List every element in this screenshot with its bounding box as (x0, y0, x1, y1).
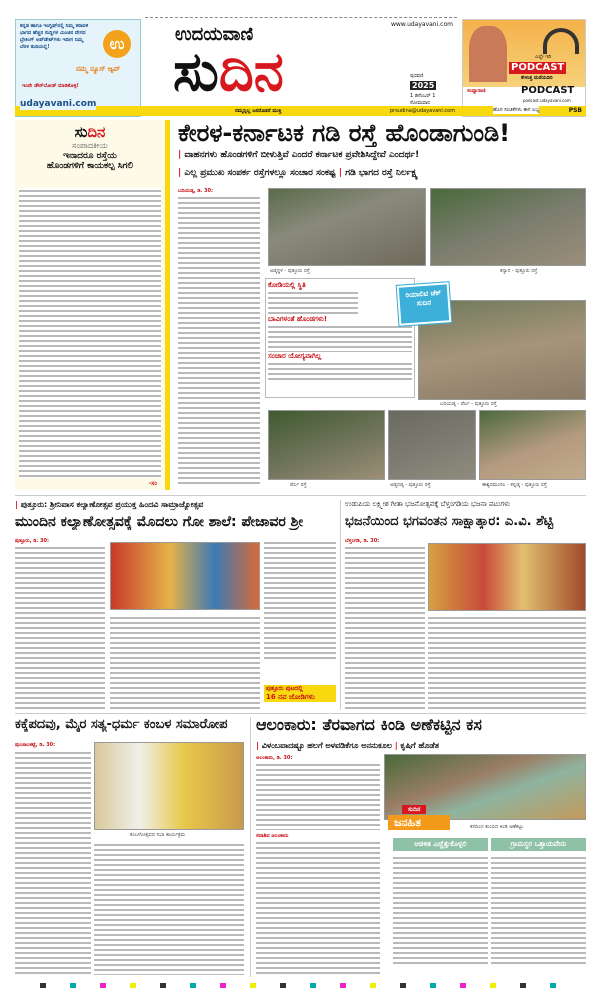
host-name: ಸಂಧ್ಯಾರಾಣಿ (467, 88, 486, 94)
masthead-url: www.udayavani.com (390, 21, 453, 28)
story3-body-1 (345, 545, 425, 710)
box1-heading: ಕೋಡಿಯಲ್ಲಿ ಸ್ಥಿತಿ (268, 281, 306, 289)
ad-line1: ಎಲ್ಲೇ ಇರಿ (535, 54, 552, 60)
editorial-headline-2: ಹೊಂಡಗಳಿಗೆ ಕಾಯಕಲ್ಪ ಸಿಗಲಿ (46, 161, 134, 171)
tagline: ನಮ್ಮನ್ನಿಲ್ಲ ಜನರೊಡನೆ ಮುಕ್ತಿ (235, 108, 282, 114)
badge-main: ಜನಹಿತ (388, 815, 450, 830)
road-photo-4 (268, 410, 385, 480)
story2-body-2 (110, 615, 260, 710)
road-photo-5 (388, 410, 476, 480)
caption-5: ಅಡ್ಯನಡ್ಕ - ಪುತ್ತೂರು ರಸ್ತೆ (390, 482, 431, 488)
info-box-1-body (393, 855, 488, 965)
caption-2: ಕನ್ಯಾನ - ಪುತ್ತೂರು ರಸ್ತೆ (500, 268, 538, 274)
badge-top: ಸುದಿನ (402, 805, 426, 814)
story2-kicker: | ಪುತ್ತೂರು: ಶ್ರೀನಿವಾಸ ಕಲ್ಯಾಣೋತ್ಸವ ಪ್ರಯುಕ್ತ ಹಿಂದವಿ ಸಾಮ್ರಾಜ್ಯೋತ್ಸವ (15, 500, 204, 509)
road-photo-6 (479, 410, 586, 480)
story2-headline: ಮುಂದಿನ ಕಲ್ಯಾಣೋತ್ಸವಕ್ಕೆ ಮೊದಲು ಗೋ ಶಾಲೆ: ಪೇಜಾವರ ಶ್ರೀ (15, 514, 304, 530)
promo-line2: 16 ನವ ಜೋಡಿಗಳು (264, 693, 336, 702)
udayavani-logo-icon: ಉ (103, 30, 131, 58)
box1-body (268, 290, 358, 315)
box2-heading: ಬಾವಿಗಳಂತೆ ಹೊಂಡಗಳು! (268, 315, 328, 323)
info-box-2 (491, 838, 586, 973)
story3-headline: ಭಜನೆಯಿಂದ ಭಗವಂತನ ಸಾಕ್ಷಾತ್ಕಾರ: ಎ.ವಿ. ಶೆಟ್ಟಿ (345, 514, 554, 529)
editorial-headline-1: ಇನಾದರೂ ರಸ್ತೆಯ (63, 151, 117, 161)
info-box-1-title: ಆಡಳಿತ ಎಚ್ಚೆತ್ತುಕೊಳ್ಳಲಿ (393, 838, 488, 851)
ad-footer: ಹೊಸ ಸಂಚಿಕೆಗಳು ಈಗ ಲಭ್ಯ (493, 107, 540, 113)
brand-black: ಸು (74, 123, 88, 141)
divider-2 (15, 713, 586, 714)
lead-dateline: ಬದಿಯಡ್ಕ, ಡಿ. 30: (178, 188, 214, 194)
story4-dateline: ಪುಂಜಾಲಕಟ್ಟೆ, ಡಿ. 30: (15, 742, 56, 748)
app-ad-left[interactable] (15, 19, 141, 117)
story2-promo[interactable] (264, 665, 336, 710)
title-black: ಸು (173, 40, 219, 103)
story2-dateline: ಪುತ್ತೂರು, ಡಿ. 30: (15, 538, 49, 544)
lead-sub1-text: ವಾಹನಗಳು ಹೊಂಡಗಳಿಗೆ ಬೀಳುತ್ತಿವೆ ಎಂದರೆ ಕರ್ನಾಟಕ ಪ್ರವೇಶಿಸಿದ್ದೇವೆ ಎಂದರ್ಥ! (184, 150, 420, 160)
story5-sub2: ಕೃಷಿಗೆ ಹೊಡೆತ (400, 741, 439, 750)
story4-body-1 (15, 750, 91, 975)
road-photo-1 (268, 188, 426, 266)
story5-body-2 (256, 840, 380, 975)
story2-photo (110, 542, 260, 610)
column-rule (340, 500, 341, 710)
podcast-label: PODCAST (511, 62, 565, 73)
caption-4: ಪೆರ್ಲ ರಸ್ತೆ (290, 482, 307, 488)
story5-dateline: ಆಲಂಕಾರು, ಡಿ. 30: (256, 755, 293, 761)
story4-body-2 (94, 842, 244, 975)
info-box-2-body (491, 855, 586, 965)
story5-body-1 (256, 762, 380, 830)
story3-dateline: ಬೆಳ್ತಂಗಡಿ, ಡಿ. 30: (345, 538, 380, 544)
ad-brand: udayavani.com (20, 99, 97, 109)
story5-subhead: ಸದಾಶಿವ ಆಲಂಕಾರು (256, 833, 289, 839)
ad-cta: ಇಂದೇ ಡೌನ್‌ಲೋಡ್ ಮಾಡಿಕೊಳ್ಳಿ! (22, 83, 79, 89)
editorial-body (19, 188, 161, 478)
email: prsudina@udayavani.com (390, 108, 456, 114)
podcast-ad-right[interactable] (462, 19, 586, 117)
road-photo-2 (430, 188, 586, 266)
box2-body (268, 324, 412, 352)
story5-sub1: ವಿಳಂಬವಾದಷ್ಟೂ ಹಲಗೆ ಅಳವಡಿಕೆಗೂ ಅನನುಕೂಲ (261, 741, 392, 750)
caption-1: ಅಡ್ಕಸ್ಥಳ - ಪುತ್ತೂರು ರಸ್ತೆ (270, 268, 310, 274)
column-rule-2 (250, 717, 251, 977)
info-box-1 (393, 838, 488, 973)
brand-red: ದಿನ (87, 123, 106, 141)
box3-body (268, 361, 412, 383)
print-registration-marks (40, 983, 560, 988)
date: 1 ಡಿಸೆಂಬರ್ 1 (410, 93, 436, 99)
supplement-label: ಪುರವಣಿ (410, 73, 424, 79)
headphones-icon (543, 28, 579, 54)
story4-headline: ಕಕ್ಕೆಪದವು, ಮೈರ ಸತ್ಯ-ಧರ್ಮ ಕಂಬಳ ಸಮಾರೋಪ (15, 717, 228, 732)
lead-sub2b: ಗಡಿ ಭಾಗದ ರಸ್ತೆ ನಿರ್ಲಕ್ಷ್ಯ (345, 168, 418, 178)
lead-sidebar (265, 278, 415, 398)
podcast-url: podcast.udayavani.com (523, 98, 571, 103)
lead-body-col1 (178, 195, 260, 485)
box3-heading: ಸಂಚಾರ ಯೋಗ್ಯವಾಗಿಲ್ಲ (268, 352, 322, 360)
lead-headline: ಕೇರಳ-ಕರ್ನಾಟಕ ಗಡಿ ರಸ್ತೆ ಹೊಂಡಾಗುಂಡಿ! (178, 119, 511, 147)
year-badge: 2025 (412, 81, 435, 90)
story3-photo (428, 543, 586, 611)
editorial-label: ಸಂಪಾದಕೀಯ (72, 141, 108, 150)
masthead-title (173, 40, 284, 104)
ad-app: ನಮ್ಮ ನ್ಯೂಸ್ ಆ್ಯಪ್ (76, 65, 121, 73)
editorial-brand (15, 123, 165, 141)
podcast-logo: PODCAST (521, 85, 575, 96)
ad-text: ಕನ್ನಡ ಹಾಗೂ ಇಂಗ್ಲಿಷ್‌ನಲ್ಲಿ ನಿಮ್ಮ ಕರಾವಳಿ ಭಾಗದ ಹೆಚ್ಚಿನ ಸುದ್ದಿಗಳ ಮಿಂಚಿನ ವೇಗದ ಬ್ರೇಕಿಂಗ್ ಅಪ್‌ಡೇಟ್‌ಗಳು ಇದೀಗ ನಿಮ್ಮ ಬೆರಳ ತುದಿಯಲ್ಲಿ! (20, 23, 89, 50)
lead-sub2: | ಎಲ್ಲ ಪ್ರಮುಖ ಸಂಪರ್ಕ ರಸ್ತೆಗಳಲ್ಲೂ ಸಂಚಾರ ಸಂಕಷ್ಟ | ಗಡಿ ಭಾಗದ ರಸ್ತೆ ನಿರ್ಲಕ್ಷ್ಯ (178, 168, 418, 178)
page-code: PSB (568, 107, 582, 114)
story4-caption: ಕಂಬಳೋತ್ಸವದ ಸಭಾ ಕಾರ್ಯಕ್ರಮ (130, 832, 186, 838)
story5-sub: | ವಿಳಂಬವಾದಷ್ಟೂ ಹಲಗೆ ಅಳವಡಿಕೆಗೂ ಅನನುಕೂಲ | ಕೃಷಿಗೆ ಹೊಡೆತ (256, 741, 439, 750)
masthead (145, 17, 457, 107)
masthead-top: ಉದಯವಾಣಿ (175, 24, 254, 45)
story4-photo (94, 742, 244, 830)
caption-3: ಬದಿಯಡ್ಕ - ಪೆರ್ಲ - ಪುತ್ತೂರು ರಸ್ತೆ (440, 401, 497, 407)
lead-sub1: | ವಾಹನಗಳು ಹೊಂಡಗಳಿಗೆ ಬೀಳುತ್ತಿವೆ ಎಂದರೆ ಕರ್ನಾಟಕ ಪ್ರವೇಶಿಸಿದ್ದೇವೆ ಎಂದರ್ಥ! (178, 150, 420, 160)
story3-body-2 (428, 615, 586, 710)
story2-body-1 (15, 545, 105, 710)
divider-1 (15, 495, 586, 496)
dam-caption: ಕಸದಿಂದ ತುಂಬಿದ ಕಿಂಡಿ ಅಣೆಕಟ್ಟು (470, 824, 524, 830)
janahita-badge (388, 796, 450, 830)
caption-6: ಈಶ್ವರಮಂಗಲ - ಕನ್ನಡ್ಕ - ಪುತ್ತೂರು ರಸ್ತೆ (482, 482, 547, 488)
story3-kicker: ಉಡುಪಿಯ ಲಕ್ಷ್ಮೀಶ ಗೀತಾ ಭಜನೋತ್ಸವಕ್ಕೆ ಬೆಳ್ತಂಗಡಿಯ ಭಜನಾ ಪಟುಗಳು (345, 500, 511, 508)
title-red: ದಿನ (218, 40, 284, 103)
lead-sub2a: ಎಲ್ಲ ಪ್ರಮುಖ ಸಂಪರ್ಕ ರಸ್ತೆಗಳಲ್ಲೂ ಸಂಚಾರ ಸಂಕಷ್ಟ (184, 168, 336, 178)
editorial-sign: -ಸಂ (148, 480, 157, 487)
day: ಸೋಮವಾರ (410, 100, 430, 106)
story2-body-3 (264, 540, 336, 660)
host-photo (469, 26, 507, 82)
promo-line1: ಪುತ್ತೂರು ಪುಟದಲ್ಲಿ (264, 685, 336, 693)
ad-line2: ಕೇಳುತ್ತ ಮರೆಯದಿರಿ (521, 75, 553, 81)
info-box-2-title: ಗ್ರಾಮಸ್ಥರ ಒತ್ತಾಯವೇನು (491, 838, 586, 851)
story5-headline: ಆಲಂಕಾರು: ತೆರವಾಗದ ಕಿಂಡಿ ಅಣೆಕಟ್ಟಿನ ಕಸ (256, 715, 482, 734)
editorial-box (15, 120, 170, 490)
story2-kicker-text: ಪುತ್ತೂರು: ಶ್ರೀನಿವಾಸ ಕಲ್ಯಾಣೋತ್ಸವ ಪ್ರಯುಕ್ತ ಹಿಂದವಿ ಸಾಮ್ರಾಜ್ಯೋತ್ಸವ (20, 500, 204, 509)
reality-check-badge: ರಿಯಾಲಿಟಿ ಚೆಕ್ ಸುದಿನ (397, 282, 452, 326)
